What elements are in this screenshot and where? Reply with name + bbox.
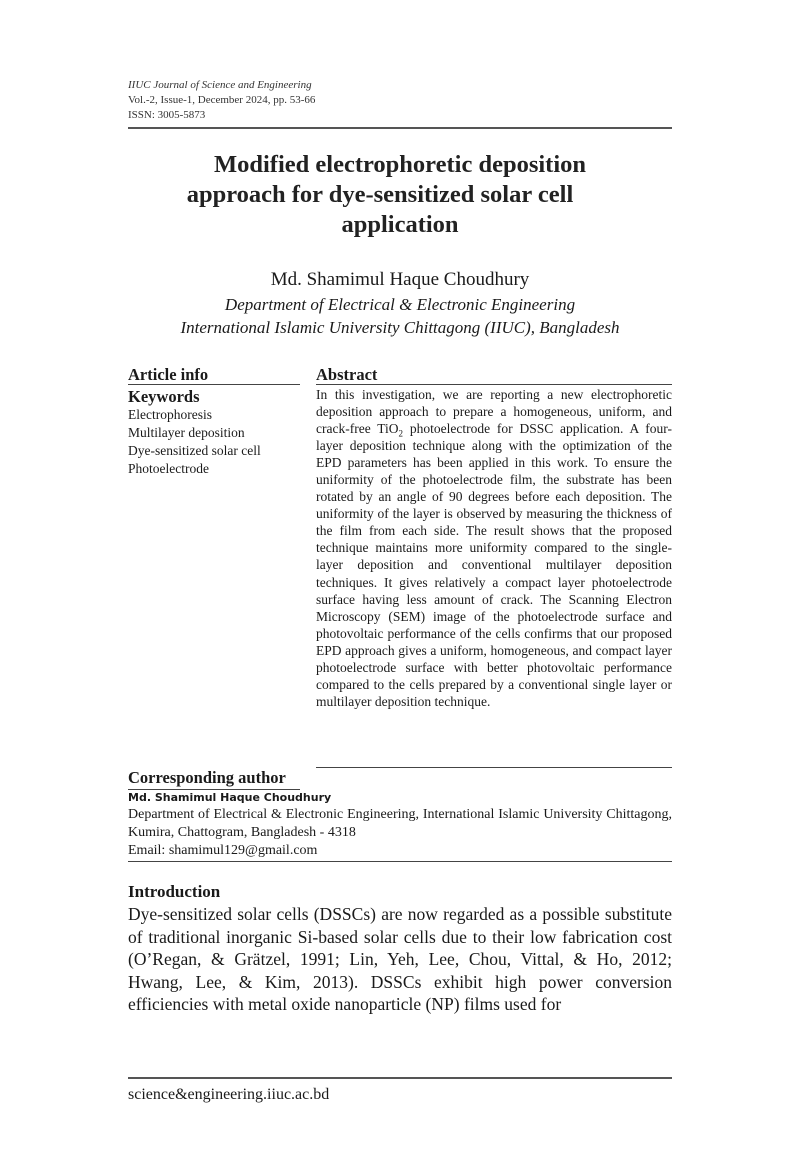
keyword-item: Electrophoresis	[128, 407, 212, 422]
article-info-heading: Article info	[128, 365, 209, 384]
journal-header	[128, 78, 315, 123]
journal-name: IIUC Journal of Science and Engineering	[128, 79, 312, 91]
journal-volume: Vol.-2, Issue-1, December 2024, pp. 53-66	[128, 94, 316, 106]
title-line-3: application	[341, 211, 459, 238]
paper-title	[130, 150, 670, 240]
affiliation-university: International Islamic University Chittagong (IIUC), Bangladesh	[180, 318, 620, 337]
abstract-bottom-rule	[316, 767, 672, 768]
corresponding-bottom-rule	[128, 861, 672, 862]
title-line-2: approach for dye-sensitized solar cell	[186, 181, 574, 208]
corresponding-name: Md. Shamimul Haque Choudhury	[128, 791, 332, 804]
keyword-item: Photoelectrode	[128, 461, 209, 476]
introduction-heading: Introduction	[128, 882, 221, 901]
journal-issn: ISSN: 3005-5873	[128, 109, 206, 121]
abstract-text-end: photoelectrode for DSSC application. A four-layer deposition technique along with the optimization of the EPD parameters has been applied in this work. To ensure the uniformity of the photoelectrode film, the substrate has been rotated by an angle of 90 degrees before each deposition. The uniformity of the layer is observed by measuring the thickness of the film from each side. The result shows that the proposed technique maintains more uniformity compared to the single-layer deposition and conventional multilayer deposition techniques. It gives relatively a compact layer photoelectrode surface having less amount of crack. The Scanning Electron Microscopy (SEM) image of the photoelectrode surface and photovoltaic performance of the cells confirms that our proposed EPD approach gives a uniform, homogeneous, and compact layer photoelectrode surface with better photovoltaic performance compared to the cells prepared by a conventional single layer or multilayer deposition technique.	[316, 421, 672, 709]
affiliation-department: Department of Electrical & Electronic Engineering	[224, 295, 576, 314]
abstract-rule	[316, 384, 672, 385]
article-info-rule	[128, 384, 300, 385]
author-name: Md. Shamimul Haque Choudhury	[270, 269, 530, 290]
corresponding-department: Department of Electrical & Electronic Engineering, International Islamic University Chittagong, Kumira, Chattogram, Bangladesh - 4318	[128, 807, 672, 840]
keywords-heading: Keywords	[128, 387, 200, 406]
abstract-heading: Abstract	[316, 365, 378, 384]
corresponding-heading: Corresponding author	[128, 768, 286, 787]
keyword-item: Multilayer deposition	[128, 425, 245, 440]
keyword-item: Dye-sensitized solar cell	[128, 443, 261, 458]
title-line-1: Modified electrophoretic deposition	[214, 151, 586, 178]
abstract-subscript: 2	[398, 428, 404, 439]
introduction-body: Dye-sensitized solar cells (DSSCs) are now regarded as a possible substitute of traditional inorganic Si-based solar cells due to their low fabrication cost (O’Regan, & Grätzel, 1991; Lin, Yeh, Lee, Chou, Vittal, & Ho, 2012; Hwang, Lee, & Kim, 2013). DSSCs exhibit high power conversion efficiencies with metal oxide nanoparticle (NP) films used for	[128, 904, 672, 1014]
footer-url: science&engineering.iiuc.ac.bd	[128, 1086, 330, 1103]
footer-rule	[128, 1077, 672, 1079]
header-rule	[128, 127, 672, 129]
keywords-list	[128, 406, 261, 478]
corresponding-rule	[128, 789, 300, 790]
corresponding-email: Email: shamimul129@gmail.com	[128, 843, 318, 858]
abstract-body	[316, 386, 672, 710]
abstract-text-start: In this investigation, we are reporting a new electrophoretic deposition approach to prepare a homogeneous, uniform, and crack-free TiO	[316, 387, 672, 437]
